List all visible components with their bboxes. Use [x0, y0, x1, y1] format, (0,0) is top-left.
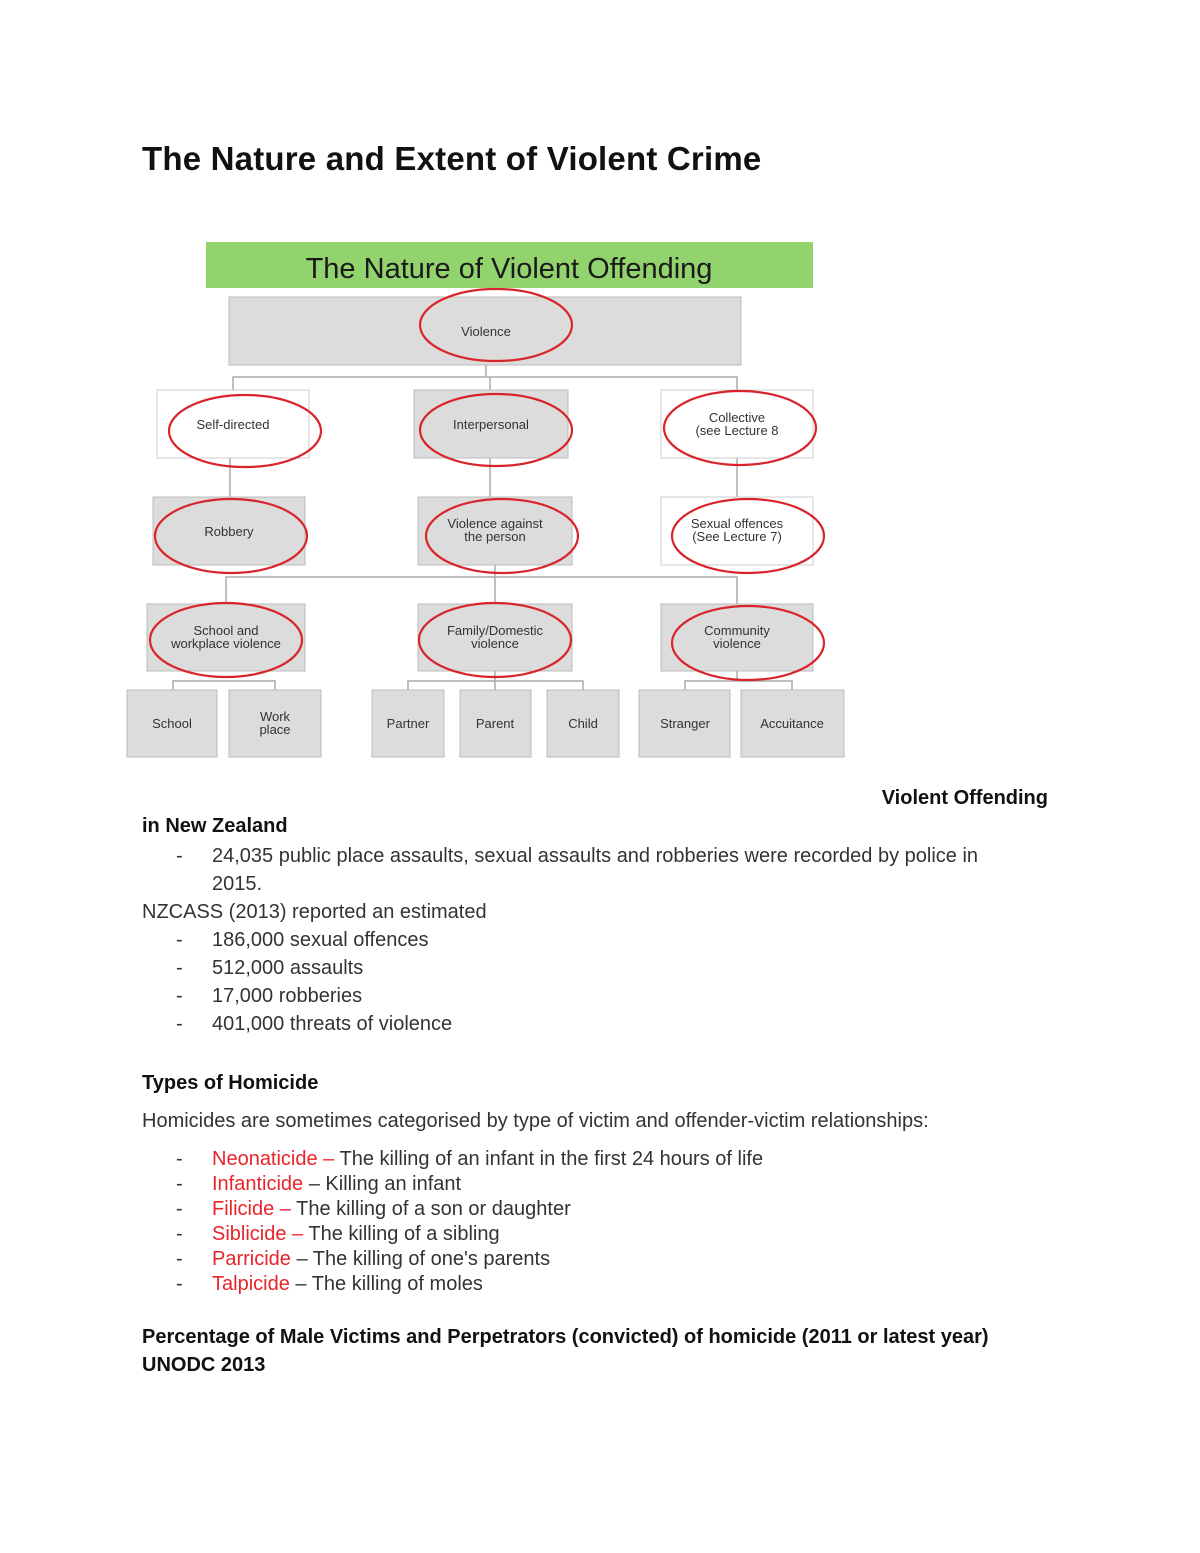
list-item [142, 1247, 763, 1272]
homicide-term: Parricide [212, 1248, 291, 1270]
homicide-heading: Types of Homicide [142, 1072, 319, 1094]
list-item: - 17,000 robberies [142, 982, 452, 1010]
homicide-desc: – The killing of moles [289, 1273, 483, 1295]
label-robbery: Robbery [204, 524, 254, 539]
label-sexual-offences: Sexual offences (See Lecture 7) [690, 516, 784, 544]
homicide-desc: – Killing an infant [303, 1173, 462, 1195]
label-community: Community violence [704, 623, 770, 651]
list-item [142, 1172, 763, 1197]
list-item: - 186,000 sexual offences [142, 926, 452, 954]
label-acquaintance: Accuitance [760, 716, 824, 731]
homicide-term: Filicide – [212, 1198, 291, 1220]
homicide-intro: Homicides are sometimes categorised by type of victim and offender-victim relationships: [142, 1110, 929, 1132]
label-self-directed: Self-directed [196, 417, 270, 432]
nz-heading-part2: in New Zealand [142, 815, 288, 837]
list-item [142, 1222, 763, 1247]
label-interpersonal: Interpersonal [453, 417, 529, 432]
label-child: Child [568, 716, 598, 731]
homicide-types-list [142, 1147, 763, 1297]
homicide-desc: The killing of an infant in the first 24 hours of life [334, 1148, 764, 1170]
label-violence-against-person: Violence against the person [447, 516, 543, 544]
homicide-term: Siblicide – [212, 1223, 304, 1245]
homicide-desc: – The killing of one's parents [290, 1248, 551, 1270]
homicide-desc: The killing of a son or daughter [290, 1198, 571, 1220]
homicide-desc: The killing of a sibling [303, 1223, 500, 1245]
diagram-banner-text: The Nature of Violent Offending [305, 253, 713, 285]
box-violence-label: Violence [461, 324, 511, 339]
list-item: - 401,000 threats of violence [142, 1010, 452, 1038]
label-work-place: Work place [259, 709, 291, 737]
stats-heading-line2: UNODC 2013 [142, 1354, 266, 1376]
label-school-workplace: School and workplace violence [171, 623, 281, 651]
nzcass-list [142, 926, 452, 1038]
homicide-term: Neonaticide – [212, 1148, 335, 1170]
label-parent: Parent [475, 716, 515, 731]
homicide-term: Infanticide [212, 1173, 304, 1195]
nzcass-intro: NZCASS (2013) reported an estimated [142, 901, 487, 923]
police-item-line2: 2015. [212, 873, 263, 895]
list-item [142, 1272, 763, 1297]
nz-heading-part1: Violent Offending [881, 787, 1048, 809]
label-family-domestic: Family/Domestic violence [446, 623, 544, 651]
stats-heading-line1: Percentage of Male Victims and Perpetrators (convicted) of homicide (2011 or latest year) [142, 1326, 989, 1348]
nz-police-list [142, 842, 1102, 898]
label-stranger: Stranger [660, 716, 710, 731]
list-item [142, 1147, 763, 1172]
list-item [142, 1197, 763, 1222]
homicide-term: Talpicide [212, 1273, 290, 1295]
label-collective: Collective (see Lecture 8 [695, 410, 779, 438]
police-item-line1: 24,035 public place assaults, sexual assaults and robberies were recorded by police in [212, 845, 979, 867]
list-item: - 512,000 assaults [142, 954, 452, 982]
document-title: The Nature and Extent of Violent Crime [142, 140, 762, 177]
label-partner: Partner [386, 716, 430, 731]
label-school: School [152, 716, 192, 731]
list-item [142, 842, 1102, 898]
